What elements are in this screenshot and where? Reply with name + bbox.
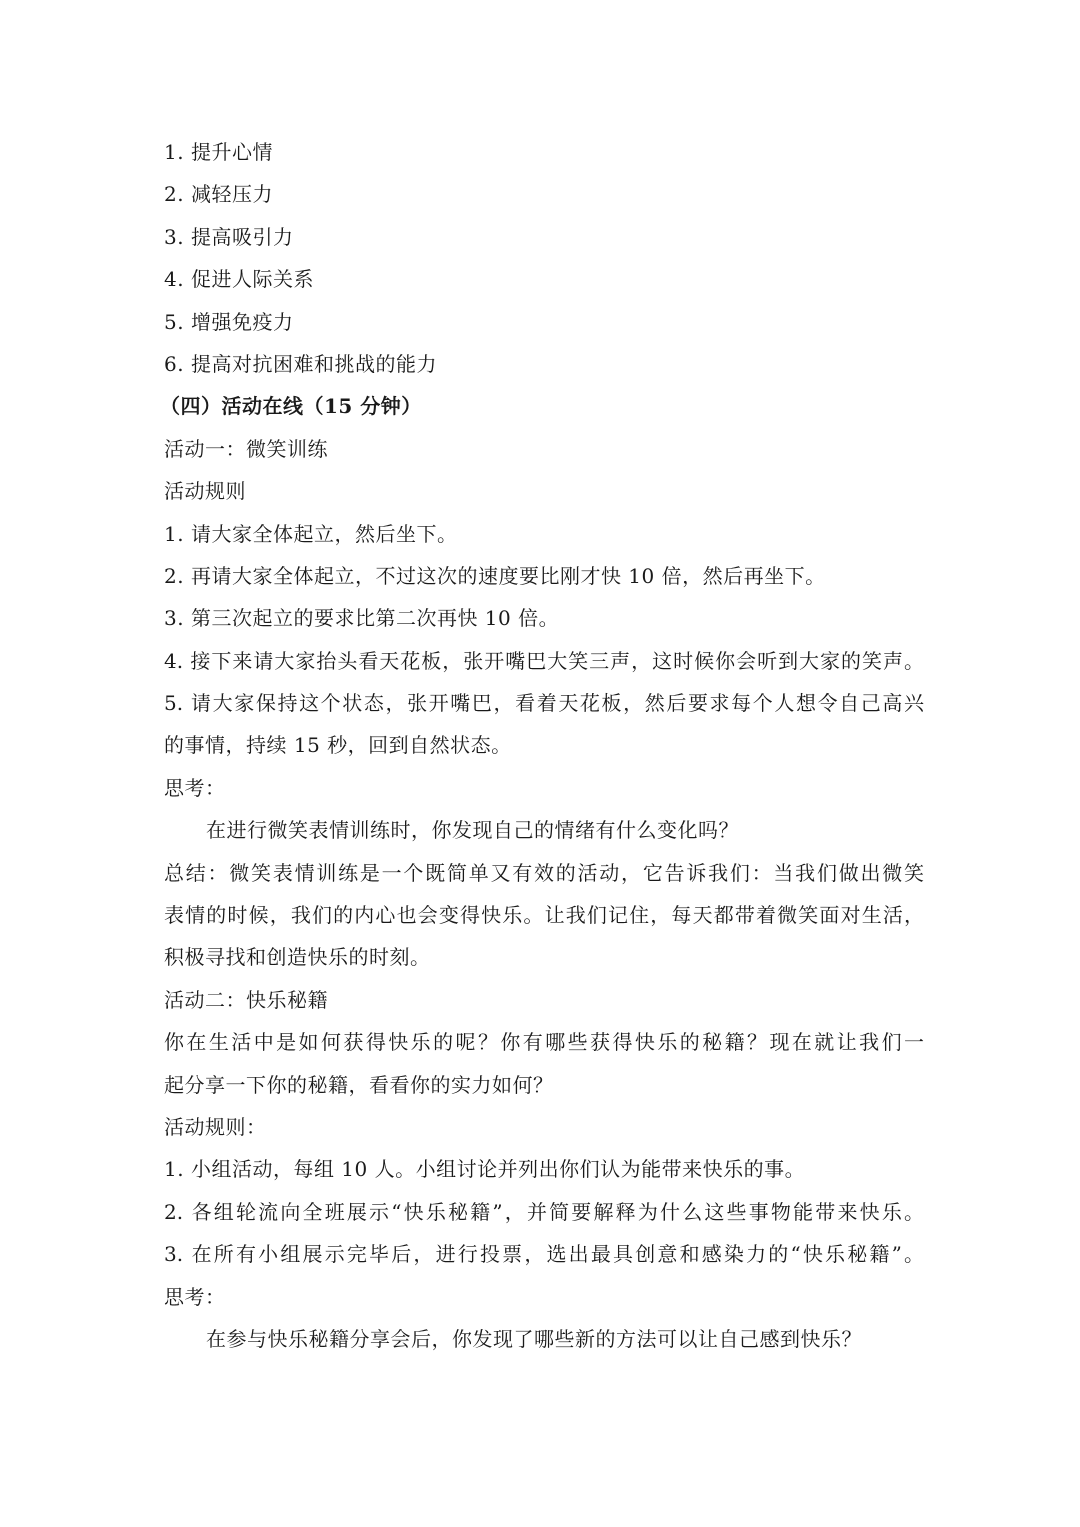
benefit-item: 6. 提高对抗困难和挑战的能力 [164,351,437,376]
activity2-think-question: 在参与快乐秘籍分享会后，你发现了哪些新的方法可以让自己感到快乐？ [206,1326,862,1351]
benefit-item: 2. 减轻压力 [164,182,273,207]
activity2-title: 活动二：快乐秘籍 [164,987,328,1012]
activity2-intro: 起分享一下你的秘籍，看看你的实力如何？ [164,1072,554,1097]
activity1-rules-label: 活动规则 [164,479,246,504]
activity2-intro: 你在生活中是如何获得快乐的呢？你有哪些获得快乐的秘籍？现在就让我们一 [164,1030,924,1055]
activity2-think-label: 思考： [164,1284,226,1309]
activity1-rule: 3. 第三次起立的要求比第二次再快 10 倍。 [164,606,560,631]
activity2-rules-label: 活动规则： [164,1114,267,1139]
activity1-rule: 4. 接下来请大家抬头看天花板，张开嘴巴大笑三声，这时候你会听到大家的笑声。 [164,648,924,673]
activity1-rule: 2. 再请大家全体起立，不过这次的速度要比刚才快 10 倍，然后再坐下。 [164,563,826,588]
activity1-summary: 积极寻找和创造快乐的时刻。 [164,945,431,970]
benefit-item: 5. 增强免疫力 [164,309,294,334]
activity1-think-label: 思考： [164,775,226,800]
activity2-rule: 3. 在所有小组展示完毕后，进行投票，选出最具创意和感染力的“快乐秘籍”。 [164,1242,924,1267]
document-body [160,131,924,1360]
benefit-item: 3. 提高吸引力 [164,224,294,249]
activity2-rule: 2. 各组轮流向全班展示“快乐秘籍”，并简要解释为什么这些事物能带来快乐。 [164,1199,924,1224]
activity1-rule: 5. 请大家保持这个状态，张开嘴巴，看着天花板，然后要求每个人想令自己高兴 [164,691,924,716]
activity1-summary: 表情的时候，我们的内心也会变得快乐。让我们记住，每天都带着微笑面对生活， [164,903,924,928]
benefit-item: 1. 提升心情 [164,140,273,164]
activity1-rule: 1. 请大家全体起立，然后坐下。 [164,521,458,546]
activity2-rule: 1. 小组活动，每组 10 人。小组讨论并列出你们认为能带来快乐的事。 [164,1157,806,1182]
activity1-think-question: 在进行微笑表情训练时，你发现自己的情绪有什么变化吗？ [206,818,739,843]
activity1-rule-continued: 的事情，持续 15 秒，回到自然状态。 [164,733,512,758]
activity1-title: 活动一：微笑训练 [164,436,328,461]
benefit-item: 4. 促进人际关系 [164,267,314,292]
activity1-summary: 总结：微笑表情训练是一个既简单又有效的活动，它告诉我们：当我们做出微笑 [164,860,924,885]
section-heading: （四）活动在线（15 分钟） [160,394,422,419]
